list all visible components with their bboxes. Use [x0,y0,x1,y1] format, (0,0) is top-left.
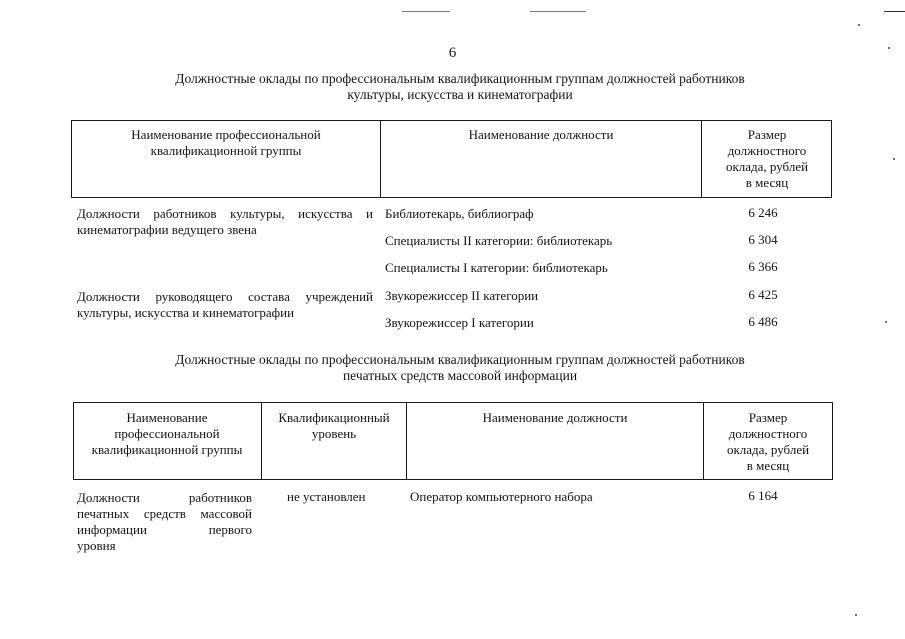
section1-header-divider [380,120,381,198]
level-header-line: уровень [311,426,357,441]
section2-header-position: Наименование должности [482,410,628,425]
section2-title-line1: Должностные оклады по профессиональным квалификационным группам должностей работников [175,352,745,367]
table-row-salary: 6 246 [748,205,778,220]
section1-title [100,71,820,103]
section1-group-2 [77,289,373,321]
table-row-position: Звукорежиссер II категории [385,288,539,303]
section2-header-divider [406,402,407,480]
section2-title-line2: печатных средств массовой информации [342,368,578,383]
salary-header-line: оклада, рублей [726,442,810,457]
salary-header-line: в месяц [746,458,790,473]
section1-header-salary [706,127,828,191]
section2-header-level [263,410,405,442]
group-name-line: кинематографии ведущего звена [77,222,257,237]
group-header-line: профессиональной [114,426,220,441]
section2-title [100,352,820,384]
section2-level: не установлен [287,489,366,504]
salary-header-line: в месяц [745,175,789,190]
salary-header-line: должностного [727,143,807,158]
scan-speck [855,614,857,616]
group-name-line: информации первого [77,522,252,537]
section2-group [77,490,252,554]
table-row-salary: 6 486 [748,314,778,329]
scan-speck [858,24,860,26]
scan-mark [402,11,450,12]
section2-position: Оператор компьютерного набора [410,489,593,504]
salary-header-line: Размер [748,410,788,425]
section2-header-divider [261,402,262,480]
group-name-line: уровня [77,538,116,553]
section2-header-group [76,410,258,458]
salary-header-line: должностного [728,426,808,441]
table-row-salary: 6 425 [748,287,778,302]
page-number: 6 [448,45,457,61]
section1-title-line2: культуры, искусства и кинематографии [347,87,573,102]
table-row-salary: 6 304 [748,232,778,247]
table-row-position: Специалисты I категории: библиотекарь [385,260,608,275]
group-name-line: Должности работников культуры, искусства и [77,206,373,221]
group-header-line: Наименование [126,410,208,425]
section1-title-line1: Должностные оклады по профессиональным квалификационным группам должностей работников [175,71,745,86]
section1-header-divider [701,120,702,198]
salary-header-line: оклада, рублей [725,159,809,174]
section2-header-divider [703,402,704,480]
table-row-position: Библиотекарь, библиограф [385,206,534,221]
group-header-line: квалификационной группы [91,442,243,457]
section1-group-1 [77,206,373,238]
group-name-line: Должности руководящего состава учреждений [77,289,373,304]
table-row-position: Специалисты II категории: библиотекарь [385,233,613,248]
section1-header-position: Наименование должности [468,127,614,142]
scan-mark [530,11,586,12]
group-name-line: печатных средств массовой [77,506,252,521]
table-row-position: Звукорежиссер I категории [385,315,534,330]
section2-salary: 6 164 [748,488,778,503]
table-row-salary: 6 366 [748,259,778,274]
section1-header-group: Наименование профессиональной квалификационной группы [131,127,321,158]
scan-mark [884,11,905,12]
salary-header-line: Размер [747,127,787,142]
section2-header-salary [706,410,830,474]
group-name-line: Должности работников [77,490,252,505]
group-name-line: культуры, искусства и кинематографии [77,305,295,320]
scan-speck [885,321,887,323]
scan-speck [893,158,895,160]
level-header-line: Квалификационный [278,410,390,425]
